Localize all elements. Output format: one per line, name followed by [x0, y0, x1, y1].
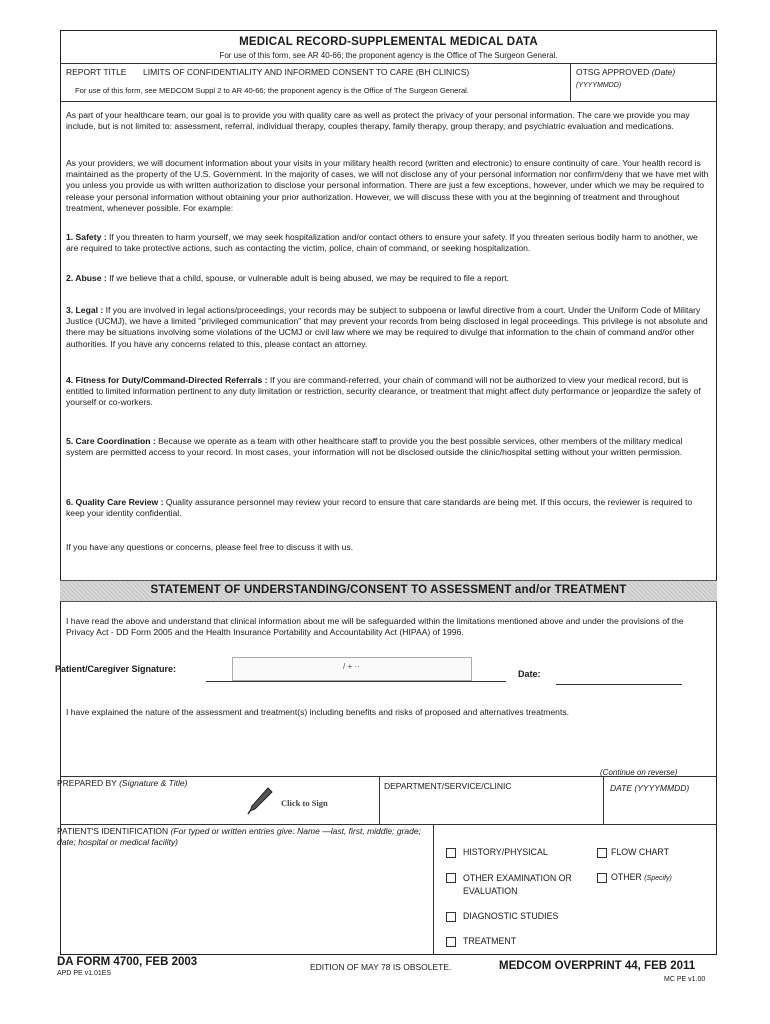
otsg-date-format: (YYYYMMDD)	[576, 82, 622, 89]
diagnostic-studies-checkbox[interactable]	[446, 912, 456, 922]
item-quality-care-review: 6. Quality Care Review : Quality assurance personnel may review your record to ensure that care standards are being met. If this occurs, the reviewer is required to keep your identity confidential.	[66, 497, 693, 519]
consent-banner	[60, 580, 717, 602]
item-care-coordination: 5. Care Coordination : Because we operate as a team with other healthcare staff to provide you the best possible services, other members of the military medical system are permitted access to your record. In most cases, your information will not be disclosed outside the clinic/hospital setting without your written permission.	[66, 436, 683, 458]
other-examination-checkbox[interactable]	[446, 873, 456, 883]
report-title: LIMITS OF CONFIDENTIALITY AND INFORMED CONSENT TO CARE (BH CLINICS)	[143, 67, 470, 77]
item-heading: 2. Abuse :	[66, 273, 107, 283]
signature-placeholder: / + ··	[343, 662, 360, 671]
report-title-label: REPORT TITLE	[66, 67, 127, 77]
flow-chart-checkbox[interactable]	[597, 848, 607, 858]
explained-statement: I have explained the nature of the assessment and treatment(s) including benefits and risks of proposed and alternatives treatments.	[66, 707, 570, 717]
divider	[603, 776, 604, 824]
pen-icon	[246, 786, 274, 816]
consent-date-label: Date:	[518, 669, 541, 679]
item-legal: 3. Legal : If you are involved in legal actions/proceedings, your records may be subject to subpoena or lawful directive from a court. Under the Uniform Code of Military Justice (UCMJ), we have a limited "privileged communication" that may prevent your records from being disclosed in legal proceedings. This privilege is not absolute and there may be situations involving some violations of the UCMJ or civil law where we may be required to divulge that information to the chain of command and/or other authorities. If you have any concerns related to this, please contact an attorney.	[66, 305, 708, 349]
other-label: OTHER (Specify)	[611, 872, 672, 882]
divider	[379, 776, 380, 824]
other-checkbox[interactable]	[597, 873, 607, 883]
signature-line	[206, 681, 506, 682]
item-abuse: 2. Abuse : If we believe that a child, spouse, or vulnerable adult is being abused, we may be required to file a report.	[66, 273, 509, 283]
item-fitness: 4. Fitness for Duty/Command-Directed Referrals : If you are command-referred, your chain of command will not be authorized to view your medical record, but is entitled to limited information pertinent to any duty limitation or restriction, security clearance, or treatment that might affect duty performance or jeopardize the safety of yourself or co-workers.	[66, 375, 701, 408]
divider	[570, 63, 571, 101]
treatment-checkbox[interactable]	[446, 937, 456, 947]
apd-version: APD PE v1.01ES	[57, 970, 112, 977]
divider	[60, 824, 717, 825]
item-heading: 5. Care Coordination :	[66, 436, 156, 446]
history-physical-label: HISTORY/PHYSICAL	[463, 847, 548, 857]
patient-identification-label: PATIENT'S IDENTIFICATION (For typed or written entries give: Name —last, first, middle; grade; date; hospital or medical facility)	[57, 826, 421, 847]
form-title: MEDICAL RECORD-SUPPLEMENTAL MEDICAL DATA	[239, 36, 538, 48]
patient-signature-field[interactable]	[232, 657, 472, 681]
item-heading: 6. Quality Care Review :	[66, 497, 164, 507]
item-heading: 1. Safety :	[66, 232, 107, 242]
medcom-overprint: MEDCOM OVERPRINT 44, FEB 2011	[499, 960, 696, 972]
item-heading: 3. Legal :	[66, 305, 104, 315]
intro-paragraph: As part of your healthcare team, our goal is to provide you with quality care as well as protect the privacy of your personal information. The care we provide you may include, but is not limited to: assessment, referral, individual therapy, couples therapy, family therapy, group therapy, and psychiatric evaluation and medications.	[66, 110, 690, 132]
divider	[60, 101, 717, 102]
other-examination-label: OTHER EXAMINATION OR EVALUATION	[463, 873, 572, 896]
divider	[433, 824, 434, 955]
consent-banner-text: STATEMENT OF UNDERSTANDING/CONSENT TO ASSESSMENT and/or TREATMENT	[150, 584, 627, 596]
continue-note: (Continue on reverse)	[600, 768, 678, 777]
diagnostic-studies-label: DIAGNOSTIC STUDIES	[463, 911, 559, 921]
item-safety: 1. Safety : If you threaten to harm yourself, we may seek hospitalization and/or contact others to ensure your safety. If you threaten serious bodily harm to another, we are required to take protective actions, such as contacting the victim, police, chain of command, or seeking hospitalization.	[66, 232, 698, 254]
consent-date-field[interactable]	[556, 684, 682, 685]
prepared-by-label: PREPARED BY (Signature & Title)	[57, 778, 188, 788]
consent-statement: I have read the above and understand that clinical information about me will be safeguarded within the limitations mentioned above and under the provisions of the Privacy Act - DD Form 2005 and the Health Insurance Portability and Accountability Act (HIPAA) of 1996.	[66, 616, 684, 638]
flow-chart-label: FLOW CHART	[611, 847, 669, 857]
department-label: DEPARTMENT/SERVICE/CLINIC	[384, 781, 512, 791]
form-id: DA FORM 4700, FEB 2003	[57, 956, 198, 968]
mc-version: MC PE v1.00	[664, 976, 706, 983]
disclosure-paragraph: As your providers, we will document information about your visits in your military health record (written and electronic) to ensure continuity of care. Your health record is maintained as the property of the U.S. Government. In the majority of cases, we will not disclose any of your personal information nor confirm/deny that we have met with you unless you provide us with written authorization to disclose your personal information. There are just a few exceptions, however, under which we may be required to release your personal information without obtaining your prior authorization. However, we will discuss these with you at the beginning of treatment and throughout treatment, whenever possible. For example:	[66, 158, 709, 213]
divider	[60, 63, 717, 64]
form-subtitle: For use of this form, see AR 40-66; the proponent agency is the Office of The Surgeon General.	[219, 51, 558, 60]
obsolete-notice: EDITION OF MAY 78 IS OBSOLETE.	[310, 962, 452, 972]
closing-paragraph: If you have any questions or concerns, please feel free to discuss it with us.	[66, 542, 354, 552]
click-to-sign-label: Click to Sign	[281, 798, 328, 808]
treatment-label: TREATMENT	[463, 936, 517, 946]
otsg-approved-label: OTSG APPROVED (Date)	[576, 67, 676, 77]
medcom-note: For use of this form, see MEDCOM Suppl 2 to AR 40-66; the proponent agency is the Office of The Surgeon General.	[75, 86, 469, 95]
history-physical-checkbox[interactable]	[446, 848, 456, 858]
click-to-sign-button[interactable]	[246, 786, 356, 816]
divider	[60, 776, 717, 777]
item-heading: 4. Fitness for Duty/Command-Directed Referrals :	[66, 375, 268, 385]
signature-label: Patient/Caregiver Signature:	[55, 664, 177, 674]
prepared-date-label: DATE (YYYYMMDD)	[610, 783, 690, 793]
